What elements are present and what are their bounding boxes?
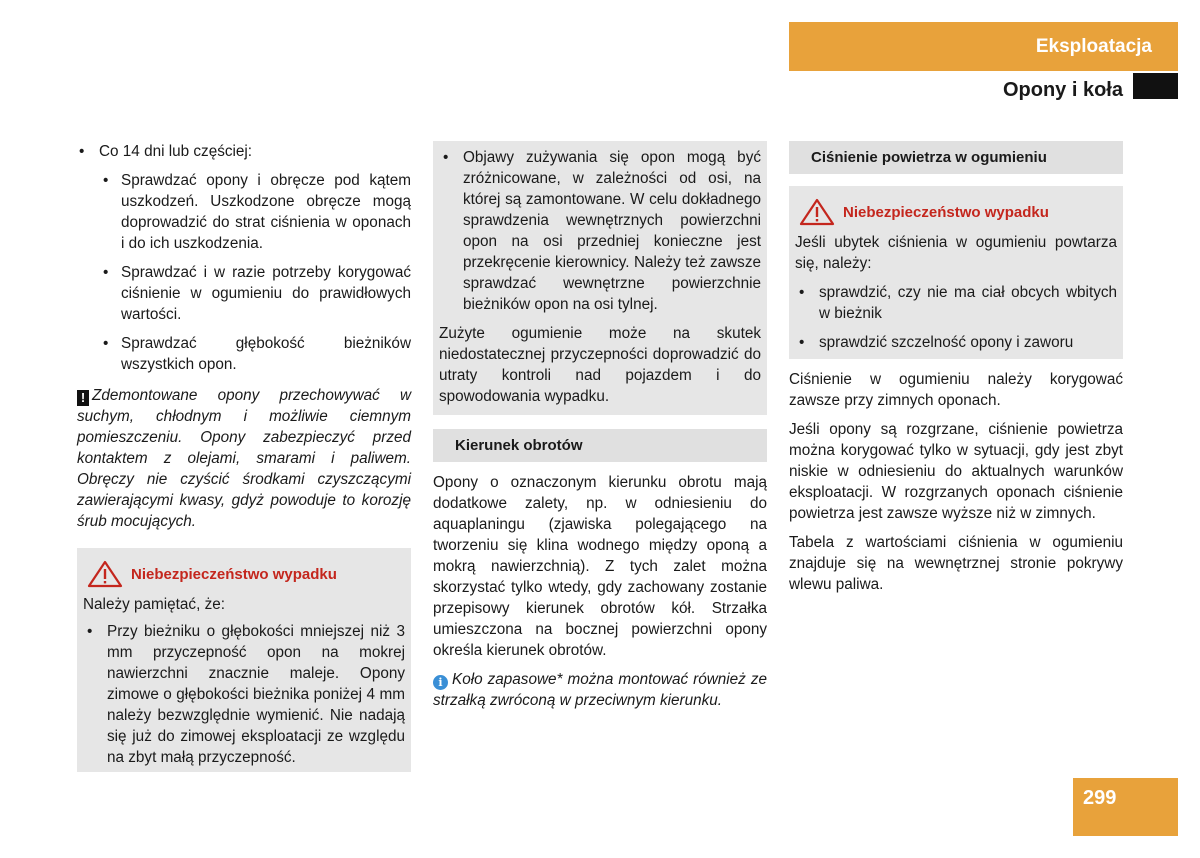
notice-icon: !	[77, 390, 89, 406]
page-number: 299	[1073, 778, 1178, 836]
list-item: • Objawy zużywania się opon mogą być zróżnicowane, w zależności od osi, na której są zamontowane. W celu dokładnego sprawdzenia wewnętrznych powierzchni opon na osi przedniej konieczne jest przekręcenie kierownicy. Należy też zawsze sprawdzać wewnętrzne powierzchnie bieżników opon na osi tylnej.	[439, 147, 761, 315]
pressure-paragraph: Tabela z wartościami ciśnienia w ogumieniu znajduje się na wewnętrznej stronie pokrywy wlewu paliwa.	[789, 534, 1123, 593]
danger-title-text: Niebezpieczeństwo wypadku	[843, 203, 1049, 221]
danger-intro: Należy pamiętać, że:	[83, 596, 225, 613]
info-icon: i	[433, 675, 448, 690]
header-marker-block	[1133, 73, 1178, 99]
danger-intro: Jeśli ubytek ciśnienia w ogumieniu powtarza się, należy:	[795, 234, 1117, 272]
danger-title-text: Niebezpieczeństwo wypadku	[131, 565, 337, 583]
column-2	[433, 141, 767, 719]
warning-triangle-icon	[799, 198, 835, 226]
tread-wear-list	[439, 147, 761, 315]
tread-wear-box	[433, 141, 767, 415]
list-item: • Przy bieżniku o głębokości mniejszej niż 3 mm przyczepność opon na mokrej nawierzchni znacznie maleje. Opony zimowe o głębokości bieżnika poniżej 4 mm należy bezwzględnie wymienić. Nie nadają się już do zimowej eksploatacji ze względu na zbyt małą przyczepność.	[83, 621, 405, 768]
list-item: • Sprawdzać głębokość bieżników wszystkich opon.	[99, 333, 411, 375]
section-heading-pressure: Ciśnienie powietrza w ogumieniu	[789, 141, 1123, 174]
list-item: • Sprawdzać opony i obręcze pod kątem uszkodzeń. Uszkodzone obręcze mogą doprowadzić do strat ciśnienia w oponach i do ich uszkodzenia.	[99, 170, 411, 254]
tread-wear-paragraph: Zużyte ogumienie może na skutek niedostatecznej przyczepności doprowadzić do utraty kontroli nad pojazdem i do spowodowania wypadku.	[439, 325, 761, 405]
intro-bullet: • Co 14 dni lub częściej:	[77, 141, 411, 162]
danger-box	[789, 186, 1123, 359]
section-header: Eksploatacja	[789, 22, 1178, 71]
list-item: • sprawdzić szczelność opony i zaworu	[795, 332, 1117, 353]
pressure-paragraph: Ciśnienie w ogumieniu należy korygować zawsze przy zimnych oponach.	[789, 371, 1123, 409]
pressure-paragraph: Jeśli opony są rozgrzane, ciśnienie powietrza można korygować tylko w sytuacji, gdy jest zbyt niskie w odniesieniu do aktualnych warunków eksploatacji. W rozgrzanych oponach ciśnienie powietrza jest zawsze wyższe niż w zimnych.	[789, 421, 1123, 522]
column-3	[789, 141, 1123, 603]
checks-list	[99, 170, 411, 375]
list-item: • sprawdzić, czy nie ma ciał obcych wbitych w bieżnik	[795, 282, 1117, 324]
info-paragraph	[433, 669, 767, 711]
direction-paragraph: Opony o oznaczonym kierunku obrotu mają dodatkowe zalety, np. w odniesieniu do aquaplaningu (zjawiska polegającego na tworzeniu się klina wodnego między oponą a mokrą nawierzchnią). Z tych zalet można skorzystać tylko wtedy, gdy zachowany zostanie przepisowy kierunek obrotów kół. Strzałka umieszczona na bocznej powierzchni opony określa kierunek obrotów.	[433, 474, 767, 659]
subsection-title: Opony i koła	[1002, 79, 1123, 101]
list-item: • Sprawdzać i w razie potrzeby korygować ciśnienie w ogumieniu do prawidłowych wartości.	[99, 262, 411, 325]
column-1	[77, 141, 411, 772]
notice-text: Zdemontowane opony przechowywać w suchym, chłodnym i możliwie ciemnym pomieszczeniu. Opony zabezpieczyć przed kontaktem z olejami, smarami i paliwem. Obręczy nie czyścić środkami czyszczącymi zawierającymi kwasy, gdyż powoduje to korozję śrub mocujących.	[77, 387, 411, 530]
danger-list	[795, 282, 1117, 353]
section-heading-direction: Kierunek obrotów	[433, 429, 767, 462]
danger-title	[795, 198, 1117, 226]
danger-list	[83, 621, 405, 768]
danger-box	[77, 548, 411, 772]
notice-paragraph	[77, 385, 411, 532]
danger-title	[83, 560, 405, 588]
info-text: Koło zapasowe* można montować również ze strzałką zwróconą w przeciwnym kierunku.	[433, 671, 767, 709]
warning-triangle-icon	[87, 560, 123, 588]
